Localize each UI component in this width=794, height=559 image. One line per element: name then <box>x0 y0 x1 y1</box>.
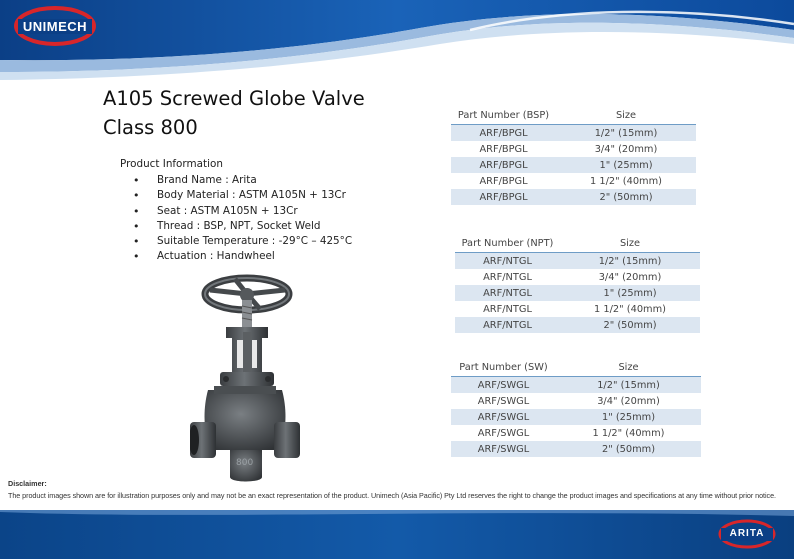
column-header-size: Size <box>618 362 639 373</box>
disclaimer-text: The product images shown are for illustration purposes only and may not be an exact representation of the product. Unimech (Asia Pacific) Pty Ltd reserves the right to change the product images and specifications at any time without prior notice. <box>8 491 776 500</box>
table-row: ARF/SWGL 2" (50mm) <box>451 441 701 457</box>
column-header-size: Size <box>619 238 641 249</box>
disclaimer-heading: Disclaimer: <box>8 479 47 488</box>
list-item: • Brand Name : Arita <box>133 174 257 187</box>
globe-valve-image <box>190 272 300 487</box>
table-row: ARF/SWGL 1/2" (15mm) <box>451 377 701 394</box>
product-information-list <box>120 173 352 265</box>
table-row: ARF/BPGL 1/2" (15mm) <box>451 125 696 142</box>
arita-logo <box>718 519 776 549</box>
header-banner <box>0 0 794 80</box>
column-header-part-number: Part Number (NPT) <box>461 238 554 249</box>
page-title <box>103 84 365 142</box>
list-item: • Actuation : Handwheel <box>133 250 275 264</box>
column-header-part-number: Part Number (BSP) <box>457 110 550 121</box>
npt-part-table <box>455 235 700 333</box>
table-row: ARF/NTGL 1 1/2" (40mm) <box>455 301 700 317</box>
table-row: ARF/BPGL 3/4" (20mm) <box>451 141 696 157</box>
header-wave-graphic <box>0 0 794 80</box>
table-row: ARF/BPGL 2" (50mm) <box>451 189 696 205</box>
column-header-part-number: Part Number (SW) <box>459 362 548 373</box>
bullet-icon: • <box>133 235 140 249</box>
footer-banner <box>0 510 794 559</box>
title-line-1: A105 Screwed Globe Valve <box>103 87 365 110</box>
column-header-size: Size <box>615 110 637 121</box>
bullet-icon: • <box>133 174 140 187</box>
list-item: • Body Material : ASTM A105N + 13Cr <box>133 189 346 203</box>
table-row: ARF/NTGL 1/2" (15mm) <box>455 253 700 270</box>
list-item: • Seat : ASTM A105N + 13Cr <box>133 204 298 218</box>
table-row: ARF/BPGL 1 1/2" (40mm) <box>451 173 696 189</box>
disclaimer <box>8 479 794 500</box>
table-row: ARF/BPGL 1" (25mm) <box>451 157 696 173</box>
footer-wave-graphic <box>0 510 794 559</box>
table-header-row <box>455 235 700 253</box>
title-line-2: Class 800 <box>103 116 198 139</box>
product-information <box>120 157 352 265</box>
bullet-icon: • <box>133 250 140 264</box>
table-row: ARF/NTGL 1" (25mm) <box>455 285 700 301</box>
bullet-icon: • <box>133 189 140 203</box>
arita-logo-text: ARITA <box>729 528 765 539</box>
unimech-logo-text: UNIMECH <box>22 19 88 34</box>
table-header-row <box>451 107 696 125</box>
list-item: • Thread : BSP, NPT, Socket Weld <box>133 219 321 233</box>
product-information-heading: Product Information <box>120 158 223 170</box>
valve-marking: 800 <box>236 458 254 468</box>
bullet-icon: • <box>133 219 140 233</box>
bullet-icon: • <box>133 204 140 218</box>
table-row: ARF/SWGL 3/4" (20mm) <box>451 393 701 409</box>
table-header-row <box>451 359 701 377</box>
unimech-logo <box>14 6 96 46</box>
bsp-part-table <box>451 107 696 205</box>
table-row: ARF/SWGL 1" (25mm) <box>451 409 701 425</box>
list-item: • Suitable Temperature : -29°C – 425°C <box>133 235 353 249</box>
sw-part-table <box>451 359 701 457</box>
table-row: ARF/SWGL 1 1/2" (40mm) <box>451 425 701 441</box>
table-row: ARF/NTGL 2" (50mm) <box>455 317 700 333</box>
table-row: ARF/NTGL 3/4" (20mm) <box>455 269 700 285</box>
